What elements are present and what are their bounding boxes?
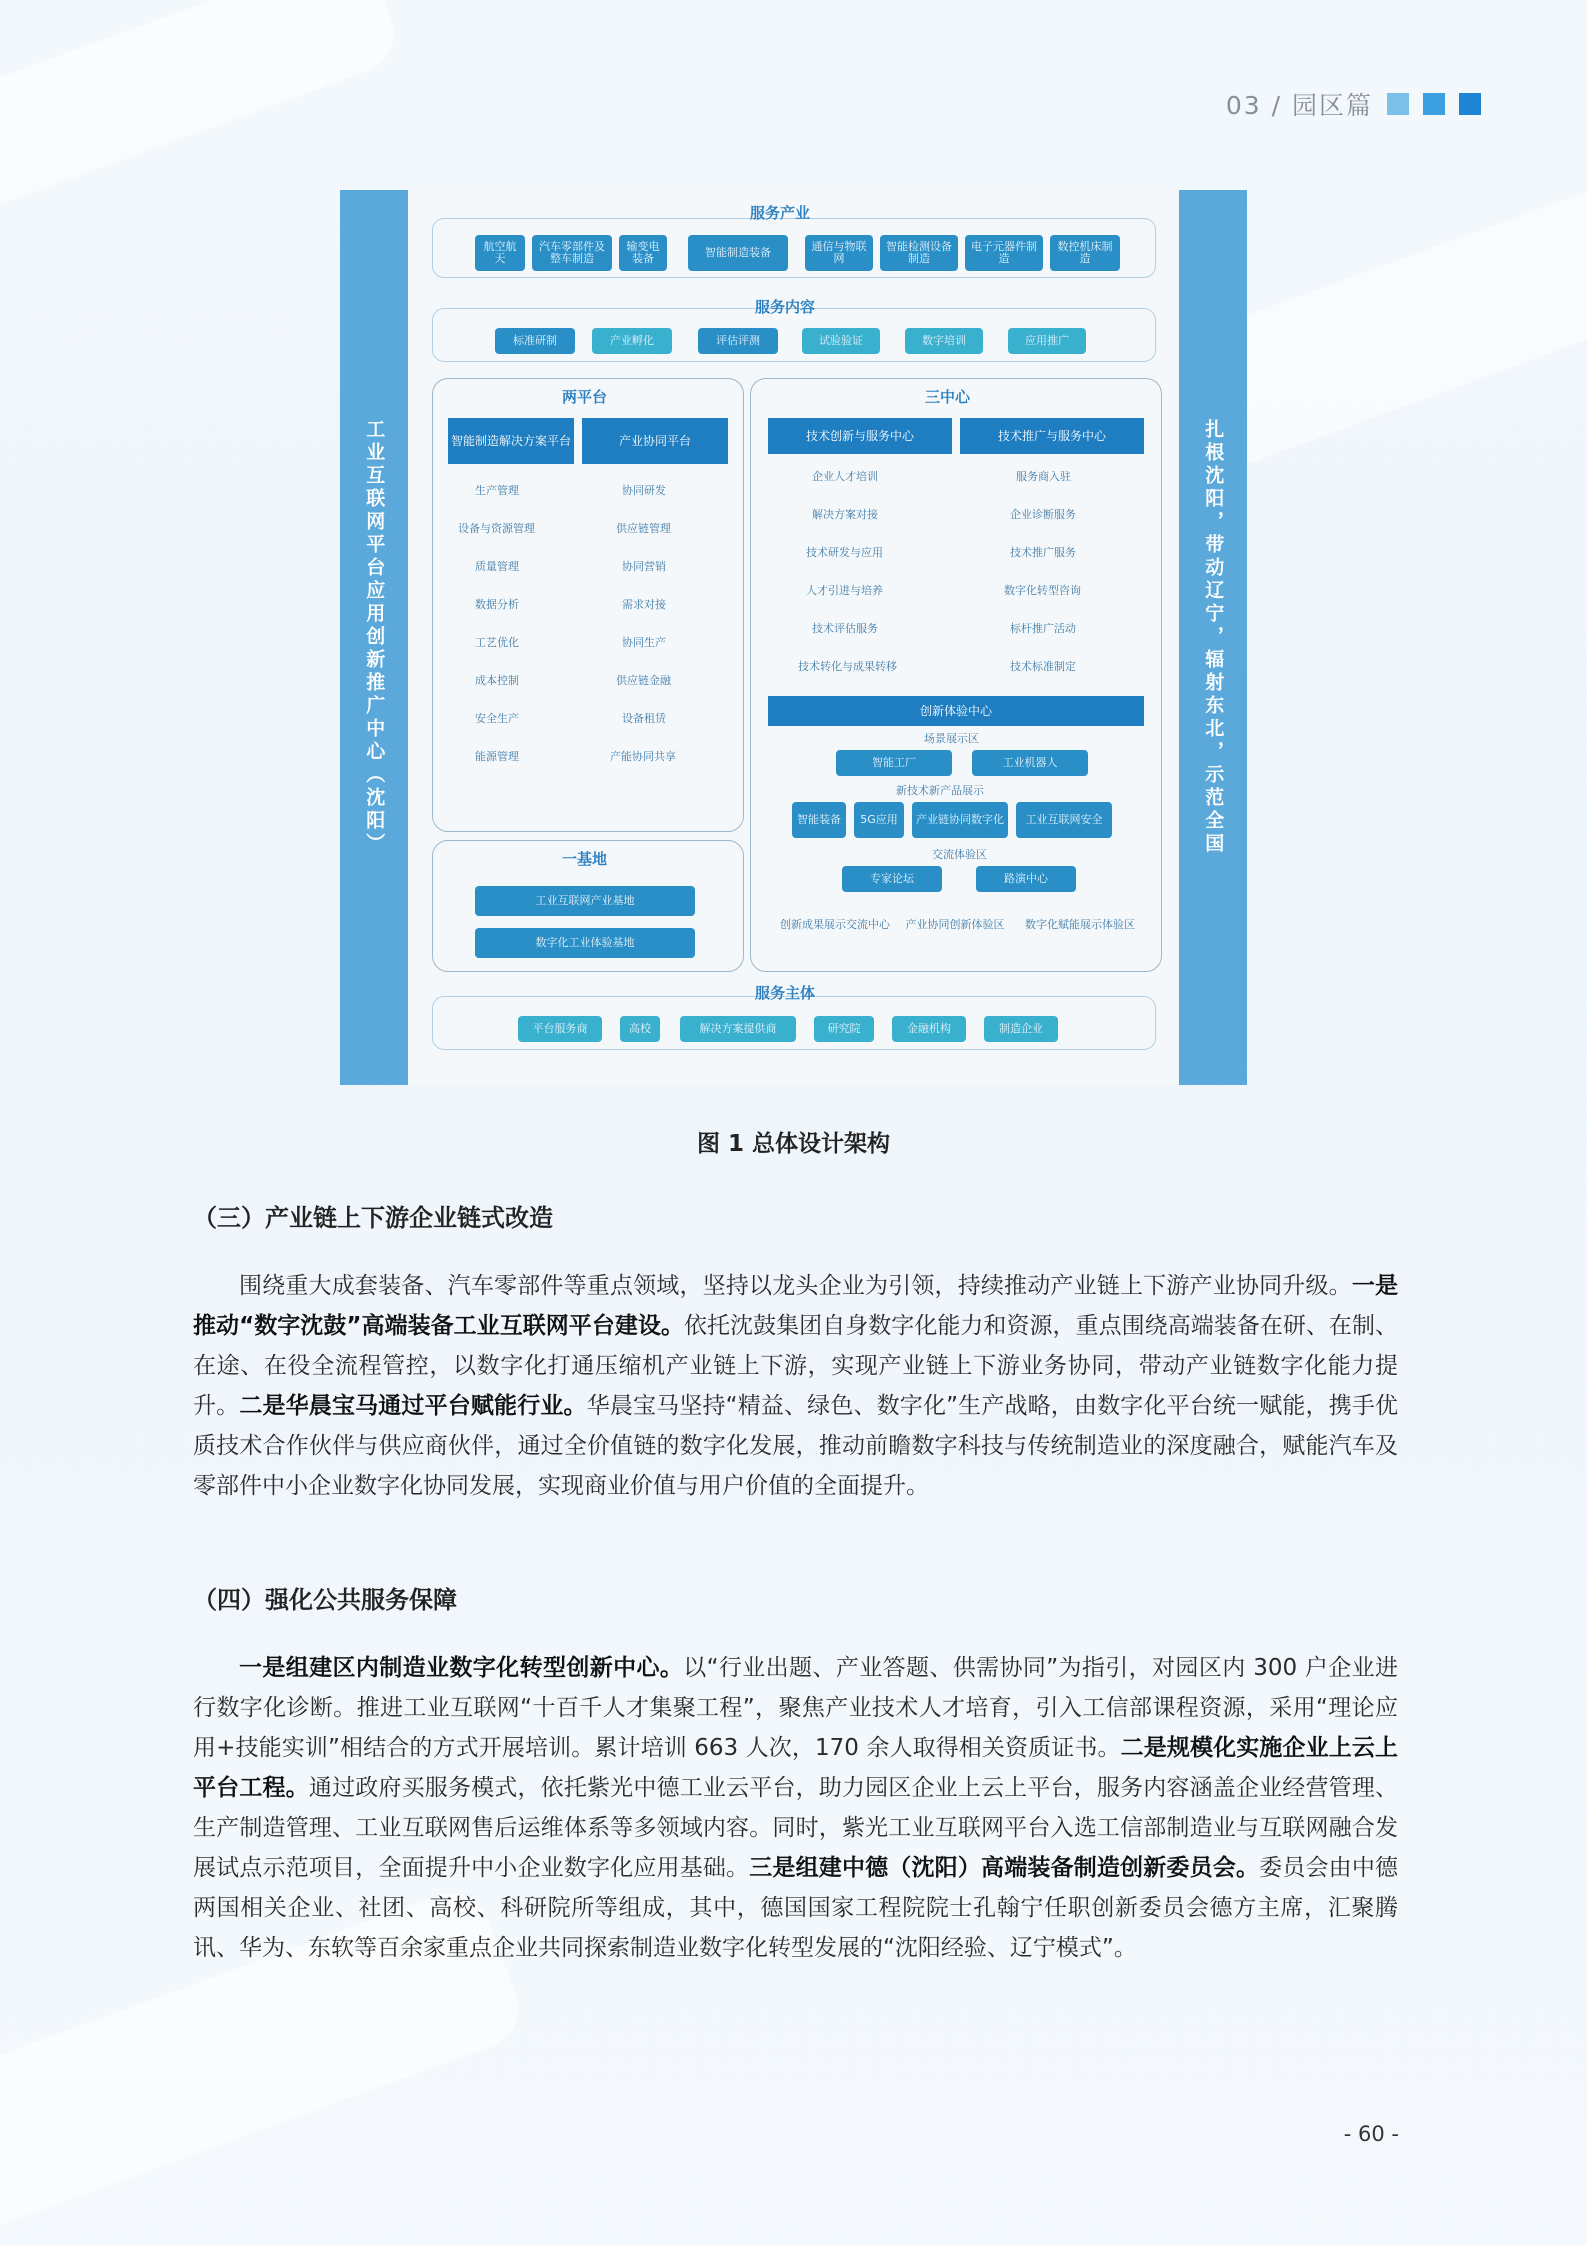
- header-section-label: 03 / 园区篇: [1225, 91, 1373, 120]
- zone-chip: 智能工厂: [836, 750, 952, 776]
- center-item: 解决方案对接: [812, 508, 878, 521]
- center-bottom-item: 创新成果展示交流中心: [780, 918, 890, 931]
- zone-label: 场景展示区: [924, 732, 979, 745]
- platform-header: 产业协同平台: [582, 418, 728, 464]
- zone-label: 新技术新产品展示: [896, 784, 984, 797]
- paragraph-bold-text: 二是规模化实施企业上云上平台工程。: [193, 1735, 1399, 1801]
- center-bottom-item: 产业协同创新体验区: [905, 918, 1005, 931]
- zone-chip: 工业机器人: [972, 750, 1088, 776]
- industry-chip: 电子元器件制造: [965, 235, 1043, 271]
- industry-chip: 通信与物联网: [805, 235, 873, 271]
- center-item: 数字化转型咨询: [1004, 584, 1081, 597]
- subject-chip: 金融机构: [892, 1016, 966, 1042]
- subject-chip: 高校: [620, 1016, 660, 1042]
- center-header: 技术创新与服务中心: [768, 418, 952, 454]
- paragraph-text: 依托沈鼓集团自身数字化能力和资源，重点围绕高端装备在研、在制、在途、在役全流程管控，以数字化打通压缩机产业链上下游，实现产业链上下游业务协同，带动产业链数字化能力提升。: [193, 1313, 1399, 1419]
- industry-chip: 汽车零部件及整车制造: [532, 235, 612, 271]
- paragraph-bold-text: 三是组建中德（沈阳）高端装备制造创新委员会。: [749, 1855, 1260, 1881]
- paragraph-text: 以“行业出题、产业答题、供需协同”为指引，对园区内 300 户企业进行数字化诊断。推进工业互联网“十百千人才集聚工程”，聚焦产业技术人才培育，引入工信部课程资源，采用“理论应用+技能实训”相结合的方式开展培训。累计培训 663 人次，170 余人取得相关资质证书。: [193, 1655, 1399, 1761]
- center-item: 企业诊断服务: [1010, 508, 1076, 521]
- center-item: 技术研发与应用: [806, 546, 883, 559]
- paragraph-bold-text: 一是推动“数字沈鼓”高端装备工业互联网平台建设。: [193, 1273, 1399, 1339]
- industry-chip: 输变电装备: [619, 235, 667, 271]
- center-header: 技术推广与服务中心: [960, 418, 1144, 454]
- platform-item: 数据分析: [475, 598, 519, 611]
- platform-item: 协同生产: [622, 636, 666, 649]
- paragraph-bold-text: 二是华晨宝马通过平台赋能行业。: [239, 1393, 587, 1419]
- section-3-paragraph: [193, 1266, 1398, 1506]
- platform-item: 设备租赁: [622, 712, 666, 725]
- zone-chip: 智能装备: [792, 802, 846, 838]
- paragraph-text: 围绕重大成套装备、汽车零部件等重点领域，坚持以龙头企业为引领，持续推动产业链上下游产业协同升级。: [239, 1273, 1352, 1299]
- zone-label: 交流体验区: [932, 848, 987, 861]
- service-industry-title: 服务产业: [750, 204, 811, 222]
- center-item: 服务商入驻: [1016, 470, 1071, 483]
- platform-item: 协同营销: [622, 560, 666, 573]
- platform-item: 能源管理: [475, 750, 519, 763]
- service-content-title: 服务内容: [755, 298, 816, 316]
- platform-item: 工艺优化: [475, 636, 519, 649]
- platform-item: 安全生产: [475, 712, 519, 725]
- base-chip: 数字化工业体验基地: [475, 928, 695, 958]
- section-4-paragraph: [193, 1648, 1398, 1968]
- platform-item: 设备与资源管理: [458, 522, 535, 535]
- subject-chip: 制造企业: [984, 1016, 1058, 1042]
- platform-item: 供应链管理: [616, 522, 671, 535]
- industry-chip: 智能制造装备: [688, 235, 788, 271]
- content-chip: 应用推广: [1008, 328, 1086, 354]
- innovation-center-header: 创新体验中心: [768, 696, 1144, 726]
- industry-chip: 智能检测设备制造: [880, 235, 958, 271]
- center-item: 标杆推广活动: [1010, 622, 1076, 635]
- platform-item: 成本控制: [475, 674, 519, 687]
- paragraph-bold-text: 一是组建区内制造业数字化转型创新中心。: [239, 1655, 684, 1681]
- subject-chip: 平台服务商: [518, 1016, 602, 1042]
- platform-item: 产能协同共享: [610, 750, 676, 763]
- platform-item: 供应链金融: [616, 674, 671, 687]
- subject-chip: 研究院: [814, 1016, 874, 1042]
- content-chip: 试验验证: [802, 328, 880, 354]
- center-item: 企业人才培训: [812, 470, 878, 483]
- section-3-title: （三）产业链上下游企业链式改造: [193, 1204, 553, 1232]
- figure-caption: 图 1 总体设计架构: [696, 1131, 891, 1157]
- right-side-bar-text: 扎根沈阳，带动辽宁，辐射东北，示范全国: [1202, 419, 1225, 856]
- paragraph-text: 委员会由中德两国相关企业、社团、高校、科研院所等组成，其中，德国国家工程院院士孔翰宁任职创新委员会德方主席，汇聚腾讯、华为、东软等百余家重点企业共同探索制造业数字化转型发展的“沈阳经验、辽宁模式”。: [193, 1855, 1399, 1961]
- content-chip: 评估评测: [698, 328, 778, 354]
- platform-header: 智能制造解决方案平台: [448, 418, 574, 464]
- content-chip: 数字培训: [905, 328, 983, 354]
- paragraph-text: 通过政府买服务模式，依托紫光中德工业云平台，助力园区企业上云上平台，服务内容涵盖企业经营管理、生产制造管理、工业互联网售后运维体系等多领域内容。同时，紫光工业互联网平台入选工信部制造业与互联网融合发展试点示范项目，全面提升中小企业数字化应用基础。: [193, 1775, 1399, 1881]
- content-chip: 标准研制: [495, 328, 575, 354]
- left-side-bar: [340, 190, 408, 1085]
- platform-item: 质量管理: [475, 560, 519, 573]
- two-platforms-title: 两平台: [562, 388, 608, 406]
- platform-item: 协同研发: [622, 484, 666, 497]
- header-square-icon: [1387, 93, 1409, 115]
- subject-chip: 解决方案提供商: [680, 1016, 796, 1042]
- industry-chip: 数控机床制造: [1050, 235, 1120, 271]
- header-square-icon: [1423, 93, 1445, 115]
- one-base-title: 一基地: [562, 850, 608, 868]
- industry-chip: 航空航天: [475, 235, 525, 271]
- center-item: 技术推广服务: [1010, 546, 1076, 559]
- zone-chip: 路演中心: [976, 866, 1076, 892]
- platform-item: 生产管理: [475, 484, 519, 497]
- architecture-figure: [340, 190, 1247, 1085]
- page-number: - 60 -: [1343, 2122, 1399, 2146]
- three-centers-title: 三中心: [925, 388, 971, 406]
- center-item: 技术标准制定: [1010, 660, 1076, 673]
- center-item: 技术评估服务: [812, 622, 878, 635]
- platform-item: 需求对接: [622, 598, 666, 611]
- left-side-bar-text: 工业互联网平台应用创新推广中心（沈阳）: [363, 419, 386, 856]
- zone-chip: 专家论坛: [842, 866, 942, 892]
- center-item: 人才引进与培养: [806, 584, 883, 597]
- section-4-title: （四）强化公共服务保障: [193, 1586, 457, 1614]
- service-subjects-title: 服务主体: [755, 984, 816, 1002]
- center-bottom-item: 数字化赋能展示体验区: [1025, 918, 1135, 931]
- page-header: [1226, 86, 1481, 122]
- header-square-icon: [1459, 93, 1481, 115]
- content-chip: 产业孵化: [592, 328, 672, 354]
- zone-chip: 5G应用: [854, 802, 904, 838]
- paragraph-text: 华晨宝马坚持“精益、绿色、数字化”生产战略，由数字化平台统一赋能，携手优质技术合作伙伴与供应商伙伴，通过全价值链的数字化发展，推动前瞻数字科技与传统制造业的深度融合，赋能汽车及零部件中小企业数字化协同发展，实现商业价值与用户价值的全面提升。: [193, 1393, 1399, 1499]
- zone-chip: 工业互联网安全: [1016, 802, 1112, 838]
- right-side-bar: [1179, 190, 1247, 1085]
- base-chip: 工业互联网产业基地: [475, 886, 695, 916]
- center-item: 技术转化与成果转移: [798, 660, 897, 673]
- zone-chip: 产业链协同数字化: [912, 802, 1008, 838]
